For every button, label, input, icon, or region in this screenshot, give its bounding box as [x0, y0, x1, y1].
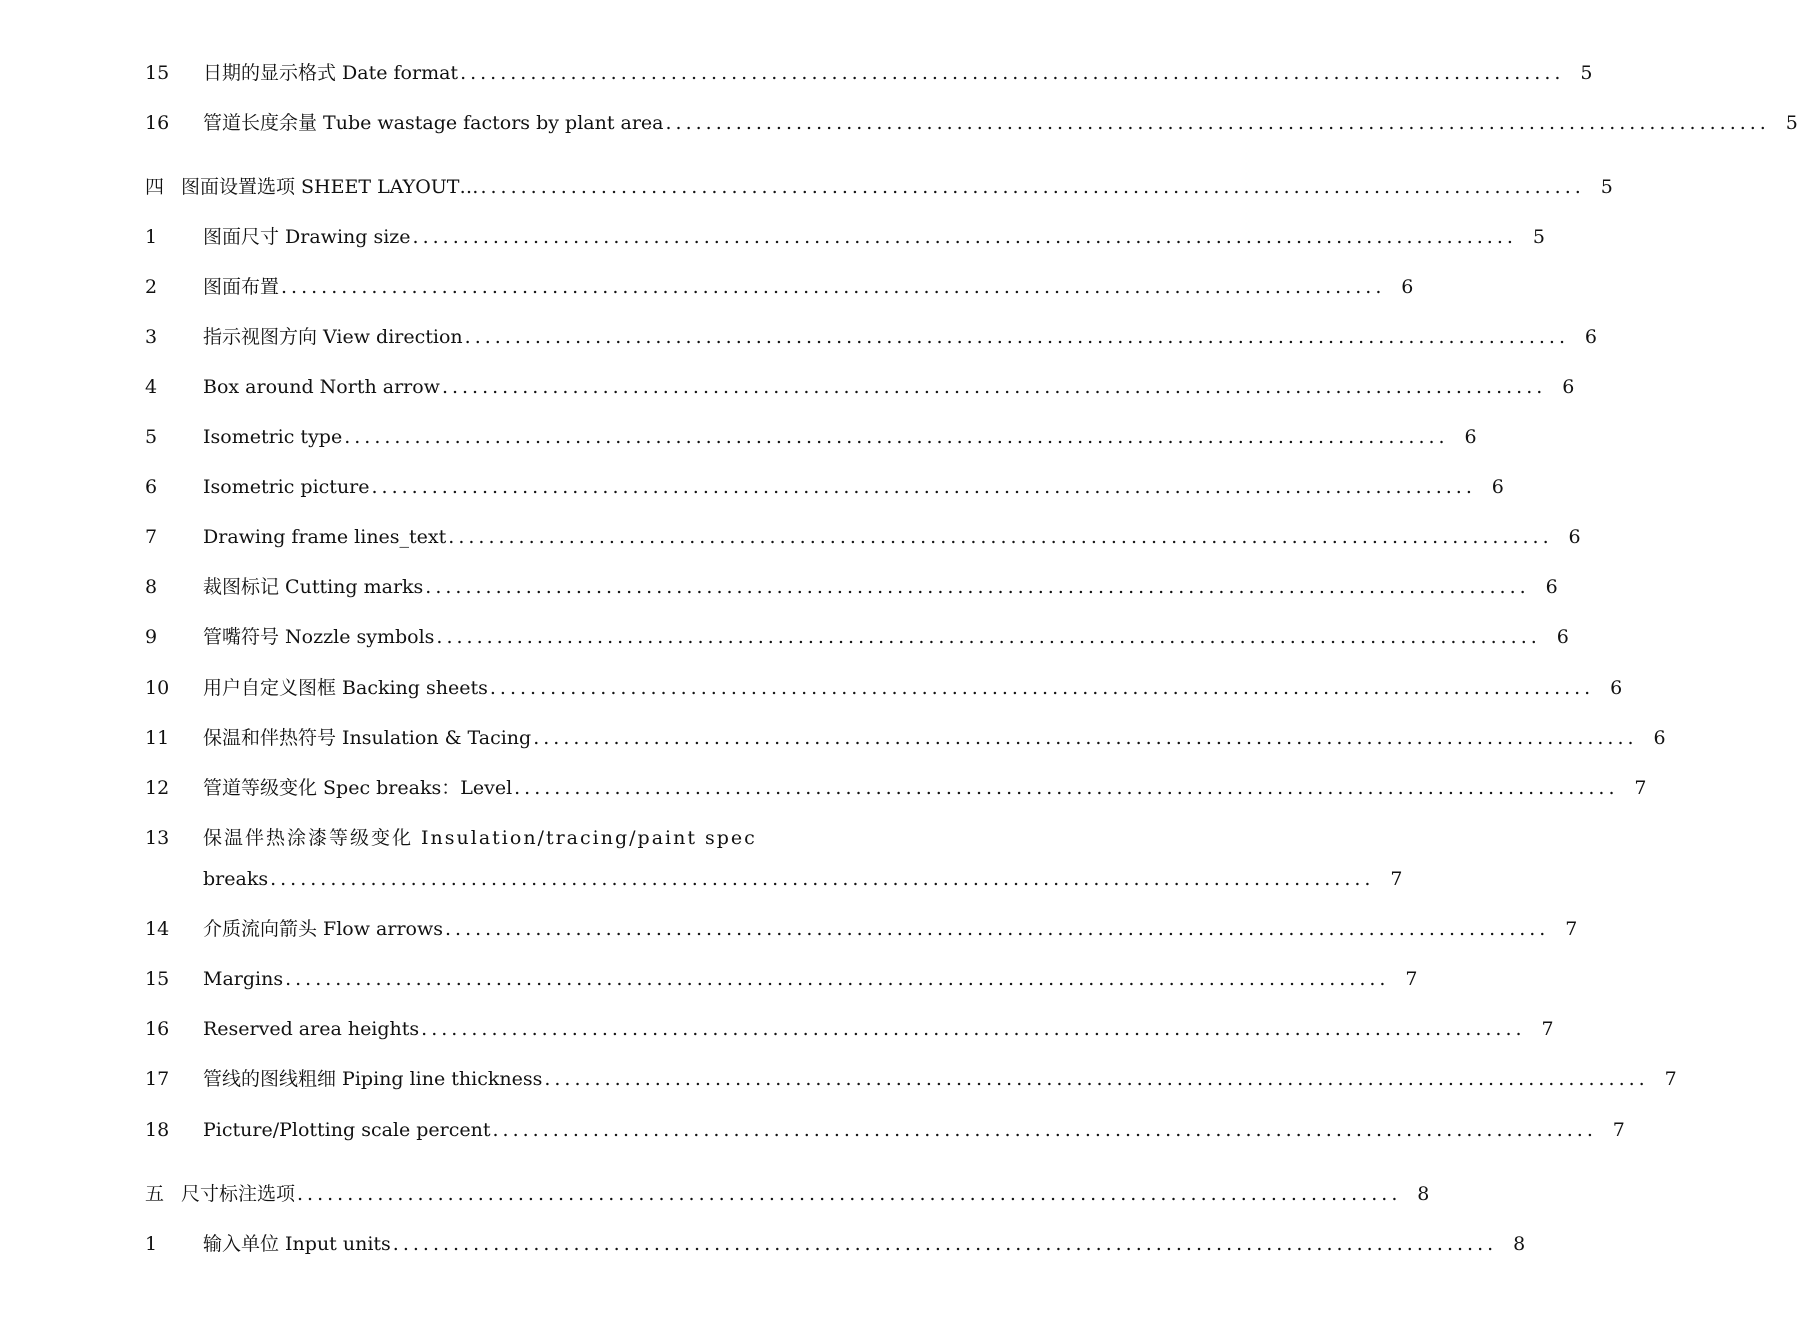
toc-entry-title: 输入单位 Input units [203, 1233, 391, 1255]
toc-entry[interactable] [145, 674, 1623, 702]
dot-leader: .............................................................................................................. [514, 777, 1619, 799]
toc-entry-title: 图面布置 [203, 276, 280, 298]
dot-leader: .............................................................................................................. [480, 176, 1585, 198]
toc-section-number: 四 [145, 176, 165, 198]
toc-entry-page: 7 [1634, 777, 1647, 799]
toc-entry-title: Isometric type [203, 426, 343, 448]
toc-entry[interactable] [145, 774, 1647, 802]
dot-leader: .............................................................................................................. [460, 62, 1565, 84]
toc-entry-number: 7 [145, 526, 158, 548]
toc-entry-title: 介质流向箭头 Flow arrows [203, 918, 443, 940]
toc-entry-number: 15 [145, 968, 170, 990]
toc-entry-page: 6 [1545, 576, 1558, 598]
toc-entry[interactable] [145, 523, 1581, 551]
toc-entry[interactable] [145, 423, 1477, 451]
dot-leader: .............................................................................................................. [412, 226, 1517, 248]
toc-entry-page: 6 [1401, 276, 1414, 298]
toc-entry-number: 10 [145, 677, 170, 699]
toc-entry-page: 7 [1565, 918, 1578, 940]
toc-entry-number: 14 [145, 918, 170, 940]
toc-entry[interactable] [145, 373, 1575, 401]
dot-leader: .............................................................................................................. [489, 677, 1595, 699]
toc-entry-number: 1 [145, 1233, 158, 1255]
toc-entry-page: 7 [1664, 1068, 1677, 1090]
toc-entry-page: 5 [1600, 176, 1613, 198]
toc-entry-title: Reserved area heights [203, 1018, 420, 1040]
toc-entry-title: Isometric picture [203, 476, 370, 498]
toc-entry-number: 17 [145, 1068, 170, 1090]
toc-entry-number: 6 [145, 476, 158, 498]
dot-leader: .............................................................................................................. [371, 476, 1476, 498]
toc-entry-number: 2 [145, 276, 158, 298]
toc-entry-title-continued: breaks [203, 868, 269, 890]
toc-entry-number: 13 [145, 827, 170, 849]
dot-leader: .............................................................................................................. [270, 868, 1375, 890]
toc-entry-page: 7 [1541, 1018, 1554, 1040]
toc-entry[interactable] [145, 623, 1569, 651]
toc-entry-page: 6 [1584, 326, 1598, 348]
toc-entry-title: 管线的图线粗细 Piping line thickness [203, 1068, 543, 1090]
toc-entry[interactable] [145, 223, 1545, 251]
toc-entry[interactable] [145, 965, 1418, 993]
toc-entry-title: 保温伴热涂漆等级变化 Insulation/tracing/paint spec [203, 827, 757, 849]
toc-section-title: 图面设置选项 SHEET LAYOUT… [181, 176, 479, 198]
toc-entry[interactable] [145, 59, 1593, 87]
toc-entry-wrapped-line2[interactable] [145, 865, 1403, 893]
toc-entry-title: 指示视图方向 View direction [203, 326, 463, 348]
dot-leader: .............................................................................................................. [665, 112, 1770, 134]
dot-leader: .............................................................................................................. [425, 576, 1530, 598]
toc-entry-title: 管道长度余量 Tube wastage factors by plant area [203, 112, 664, 134]
dot-leader: .............................................................................................................. [441, 376, 1547, 398]
dot-leader: .............................................................................................................. [285, 968, 1390, 990]
dot-leader: .............................................................................................................. [297, 1183, 1402, 1205]
toc-entry-title: Drawing frame lines_text [203, 526, 447, 548]
toc-entry-page: 6 [1556, 626, 1569, 648]
toc-entry[interactable] [145, 323, 1598, 351]
dot-leader: .............................................................................................................. [448, 526, 1553, 548]
toc-entry-number: 5 [145, 426, 158, 448]
dot-leader: .............................................................................................................. [281, 276, 1386, 298]
toc-entry-page: 8 [1417, 1183, 1430, 1205]
toc-entry-page: 7 [1612, 1119, 1625, 1141]
dot-leader: .............................................................................................................. [492, 1119, 1597, 1141]
toc-entry-number: 8 [145, 576, 158, 598]
toc-entry-title: 图面尺寸 Drawing size [203, 226, 411, 248]
toc-entry-page: 6 [1653, 727, 1666, 749]
toc-entry-number: 16 [145, 1018, 170, 1040]
toc-entry-number: 18 [145, 1119, 170, 1141]
dot-leader: .............................................................................................................. [392, 1233, 1498, 1255]
toc-entry-page: 6 [1491, 476, 1504, 498]
toc-entry-page: 6 [1610, 677, 1623, 699]
toc-entry-title: 日期的显示格式 Date format [203, 62, 459, 84]
toc-entry-number: 11 [145, 727, 170, 749]
toc-entry-page: 7 [1405, 968, 1418, 990]
toc-entry-page: 5 [1785, 112, 1798, 134]
toc-entry-number: 15 [145, 62, 170, 84]
dot-leader: .............................................................................................................. [436, 626, 1541, 648]
toc-entry-number: 9 [145, 626, 158, 648]
toc-entry-number: 16 [145, 112, 170, 134]
toc-section-title: 尺寸标注选项 [181, 1183, 296, 1205]
toc-entry-title: 用户自定义图框 Backing sheets [203, 677, 488, 699]
toc-entry-title: 管道等级变化 Spec breaks：Level [203, 777, 513, 799]
toc-entry[interactable] [145, 1015, 1554, 1043]
toc-entry-page: 5 [1580, 62, 1593, 84]
toc-entry-page: 7 [1390, 868, 1403, 890]
toc-entry-wrapped-line1[interactable] [145, 824, 890, 852]
toc-entry[interactable] [145, 273, 1414, 301]
toc-entry-number: 1 [145, 226, 158, 248]
toc-entry-number: 12 [145, 777, 170, 799]
toc-entry-title: 裁图标记 Cutting marks [203, 576, 424, 598]
toc-entry[interactable] [145, 473, 1504, 501]
dot-leader: .............................................................................................................. [344, 426, 1449, 448]
toc-entry-title: Margins [203, 968, 284, 990]
toc-entry-page: 6 [1464, 426, 1477, 448]
dot-leader: .............................................................................................................. [445, 918, 1550, 940]
toc-entry-page: 6 [1562, 376, 1575, 398]
toc-entry-page: 8 [1513, 1233, 1526, 1255]
toc-entry-number: 3 [145, 326, 158, 348]
toc-entry-title: Box around North arrow [203, 376, 440, 398]
toc-entry[interactable] [145, 1116, 1625, 1144]
toc-section-entry[interactable] [145, 1180, 1430, 1208]
toc-entry[interactable] [145, 724, 1666, 752]
toc-entry[interactable] [145, 1230, 1526, 1258]
dot-leader: .............................................................................................................. [464, 326, 1570, 348]
toc-entry[interactable] [145, 573, 1558, 601]
toc-entry-number: 4 [145, 376, 158, 398]
toc-entry-page: 5 [1532, 226, 1545, 248]
toc-entry-page: 6 [1568, 526, 1581, 548]
toc-entry-title: Picture/Plotting scale percent [203, 1119, 491, 1141]
toc-entry-title: 管嘴符号 Nozzle symbols [203, 626, 435, 648]
toc-entry[interactable] [145, 915, 1578, 943]
dot-leader: .............................................................................................................. [421, 1018, 1526, 1040]
toc-entry-title: 保温和伴热符号 Insulation & Tacing [203, 727, 532, 749]
dot-leader: .............................................................................................................. [544, 1068, 1649, 1090]
toc-entry[interactable] [145, 1065, 1677, 1093]
dot-leader: .............................................................................................................. [533, 727, 1638, 749]
toc-entry[interactable] [145, 109, 1798, 137]
toc-section-entry[interactable] [145, 173, 1613, 201]
toc-section-number: 五 [145, 1183, 165, 1205]
